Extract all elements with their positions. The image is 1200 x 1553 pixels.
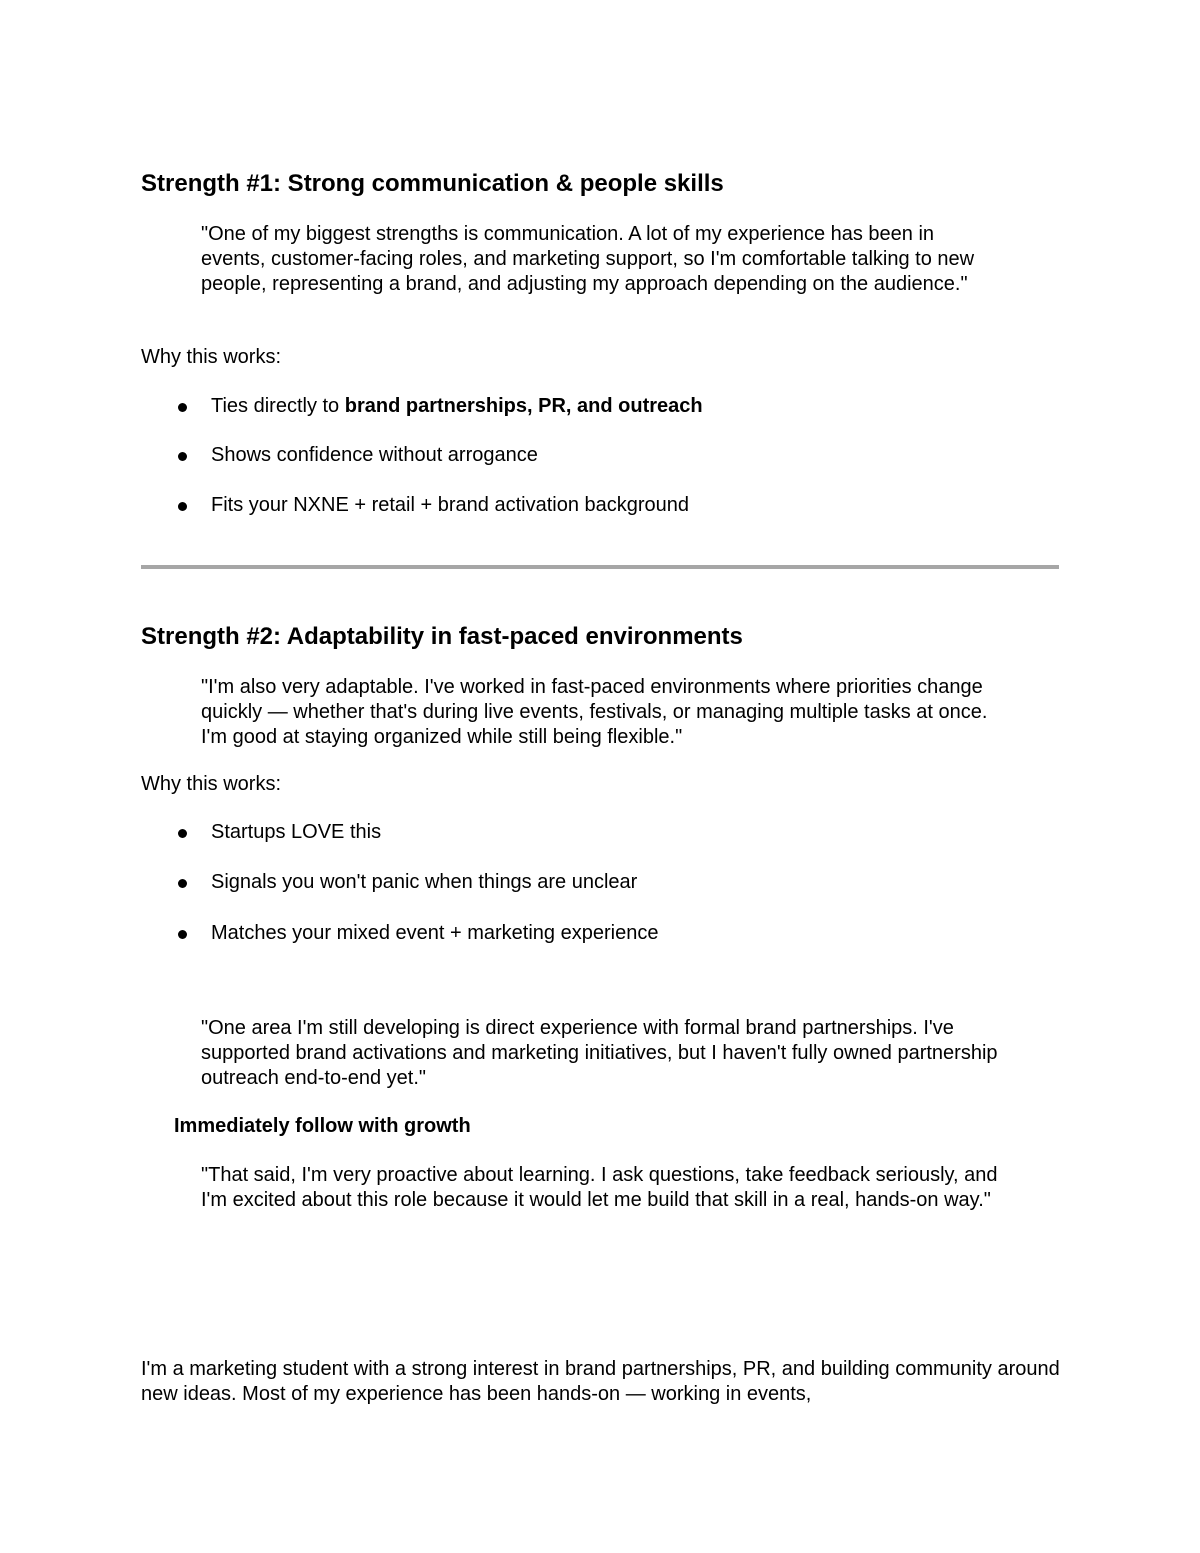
intro-paragraph: I'm a marketing student with a strong interest in brand partnerships, PR, and building community around new ideas. Most of my experience has been hands-on — working in events, [141, 1358, 1060, 1405]
bullet-bold-text: brand partnerships, PR, and outreach [344, 395, 703, 417]
bullet-text: Signals you won't panic when things are unclear [211, 871, 638, 893]
strength-1-why-label: Why this works: [141, 346, 282, 368]
strength-1-quote: "One of my biggest strengths is communication. A lot of my experience has been in events, customer-facing roles, and marketing support, so I'm comfortable talking to new people, representing a brand, and adjusting my approach depending on the audience." [201, 223, 975, 295]
bullet-dot-icon [178, 829, 187, 838]
horizontal-divider [141, 565, 1059, 569]
bullet-dot-icon [178, 879, 187, 888]
bullet-text: Shows confidence without arrogance [211, 444, 538, 466]
strength-2-quote: "I'm also very adaptable. I've worked in fast-paced environments where priorities change quickly — whether that's during live events, festivals, or managing multiple tasks at once. I'm good at staying organized while still being flexible." [201, 676, 988, 748]
strength-2-why-label: Why this works: [141, 773, 282, 795]
bullet-dot-icon [178, 930, 187, 939]
bullet-dot-icon [178, 502, 187, 511]
weakness-quote: "One area I'm still developing is direct experience with formal brand partnerships. I've supported brand activations and marketing initiatives, but I haven't fully owned partnership outreach end-to-end yet." [201, 1017, 998, 1089]
bullet-dot-icon [178, 452, 187, 461]
bullet-text: Matches your mixed event + marketing experience [211, 922, 659, 944]
bullet-text: Startups LOVE this [211, 821, 382, 843]
bullet-text: Ties directly to [211, 395, 345, 417]
growth-followup-heading: Immediately follow with growth [174, 1115, 471, 1137]
bullet-dot-icon [178, 403, 187, 412]
strength-2-heading: Strength #2: Adaptability in fast-paced environments [141, 623, 743, 650]
bullet-text: Fits your NXNE + retail + brand activation background [211, 494, 690, 516]
growth-followup-quote: "That said, I'm very proactive about learning. I ask questions, take feedback seriously, and I'm excited about this role because it would let me build that skill in a real, hands-on way." [201, 1164, 998, 1211]
strength-1-heading: Strength #1: Strong communication & people skills [141, 170, 724, 197]
